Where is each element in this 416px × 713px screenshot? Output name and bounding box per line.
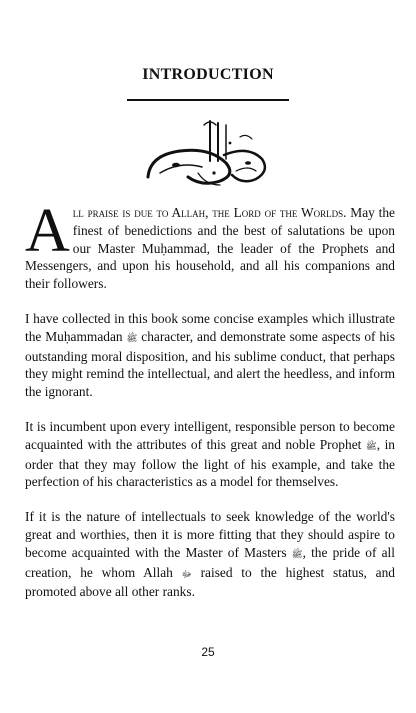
paragraph-4 (25, 508, 395, 601)
body-text (25, 197, 396, 618)
paragraph-4-text-b: , the pride of all creation, he whom Allah (25, 544, 396, 580)
paragraph-3 (25, 418, 395, 491)
paragraph-4-text-a: If it is the nature of intellectuals to seek knowledge of the world's great and worthies, then it is more fitting that they should aspire to become acquainted with the Master of Masters (25, 509, 395, 560)
chapter-title: INTRODUCTION (142, 66, 274, 83)
page-number: 25 (201, 645, 215, 659)
paragraph-1 (25, 197, 396, 293)
calligraphy-ornament-icon (140, 115, 280, 193)
salutation-symbol: ﷺ (365, 440, 377, 451)
paragraph-2-text-a: I have collected in this book some concise examples which illustrate the Muḥammadan (25, 310, 395, 344)
paragraph-1-lead: ll praise is due to Allah, the Lord of the Worlds. (72, 205, 347, 220)
paragraph-3-text-b: , in order that they may follow the light of his example, and take the perfection of his characteristics as a model for themselves. (25, 436, 395, 490)
paragraph-2-text-b: character, and demonstrate some aspects of his outstanding moral disposition, and his sublime conduct, that perhaps they might remind the intellectual, and alert the heedless, and inform the ignorant. (25, 328, 395, 400)
drop-cap: A (25, 197, 70, 265)
paragraph-2 (25, 310, 395, 401)
salutation-symbol: ﷺ (126, 332, 138, 343)
salutation-symbol: ﷺ (291, 548, 303, 559)
paragraph-3-text-a: It is incumbent upon every intelligent, responsible person to become acquainted with the attributes of this great and noble Prophet (25, 418, 395, 452)
paragraph-1-rest: May the finest of benedictions and the best of salutations be upon our Master Muḥammad, the leader of the Prophets and Messengers, and upon his household, and all his companions and their followers. (25, 205, 396, 292)
title-rule (127, 99, 289, 101)
exaltation-symbol: ﷻ (181, 568, 192, 579)
paragraph-4-text-c: raised to the highest status, and promoted above all other ranks. (25, 564, 395, 600)
